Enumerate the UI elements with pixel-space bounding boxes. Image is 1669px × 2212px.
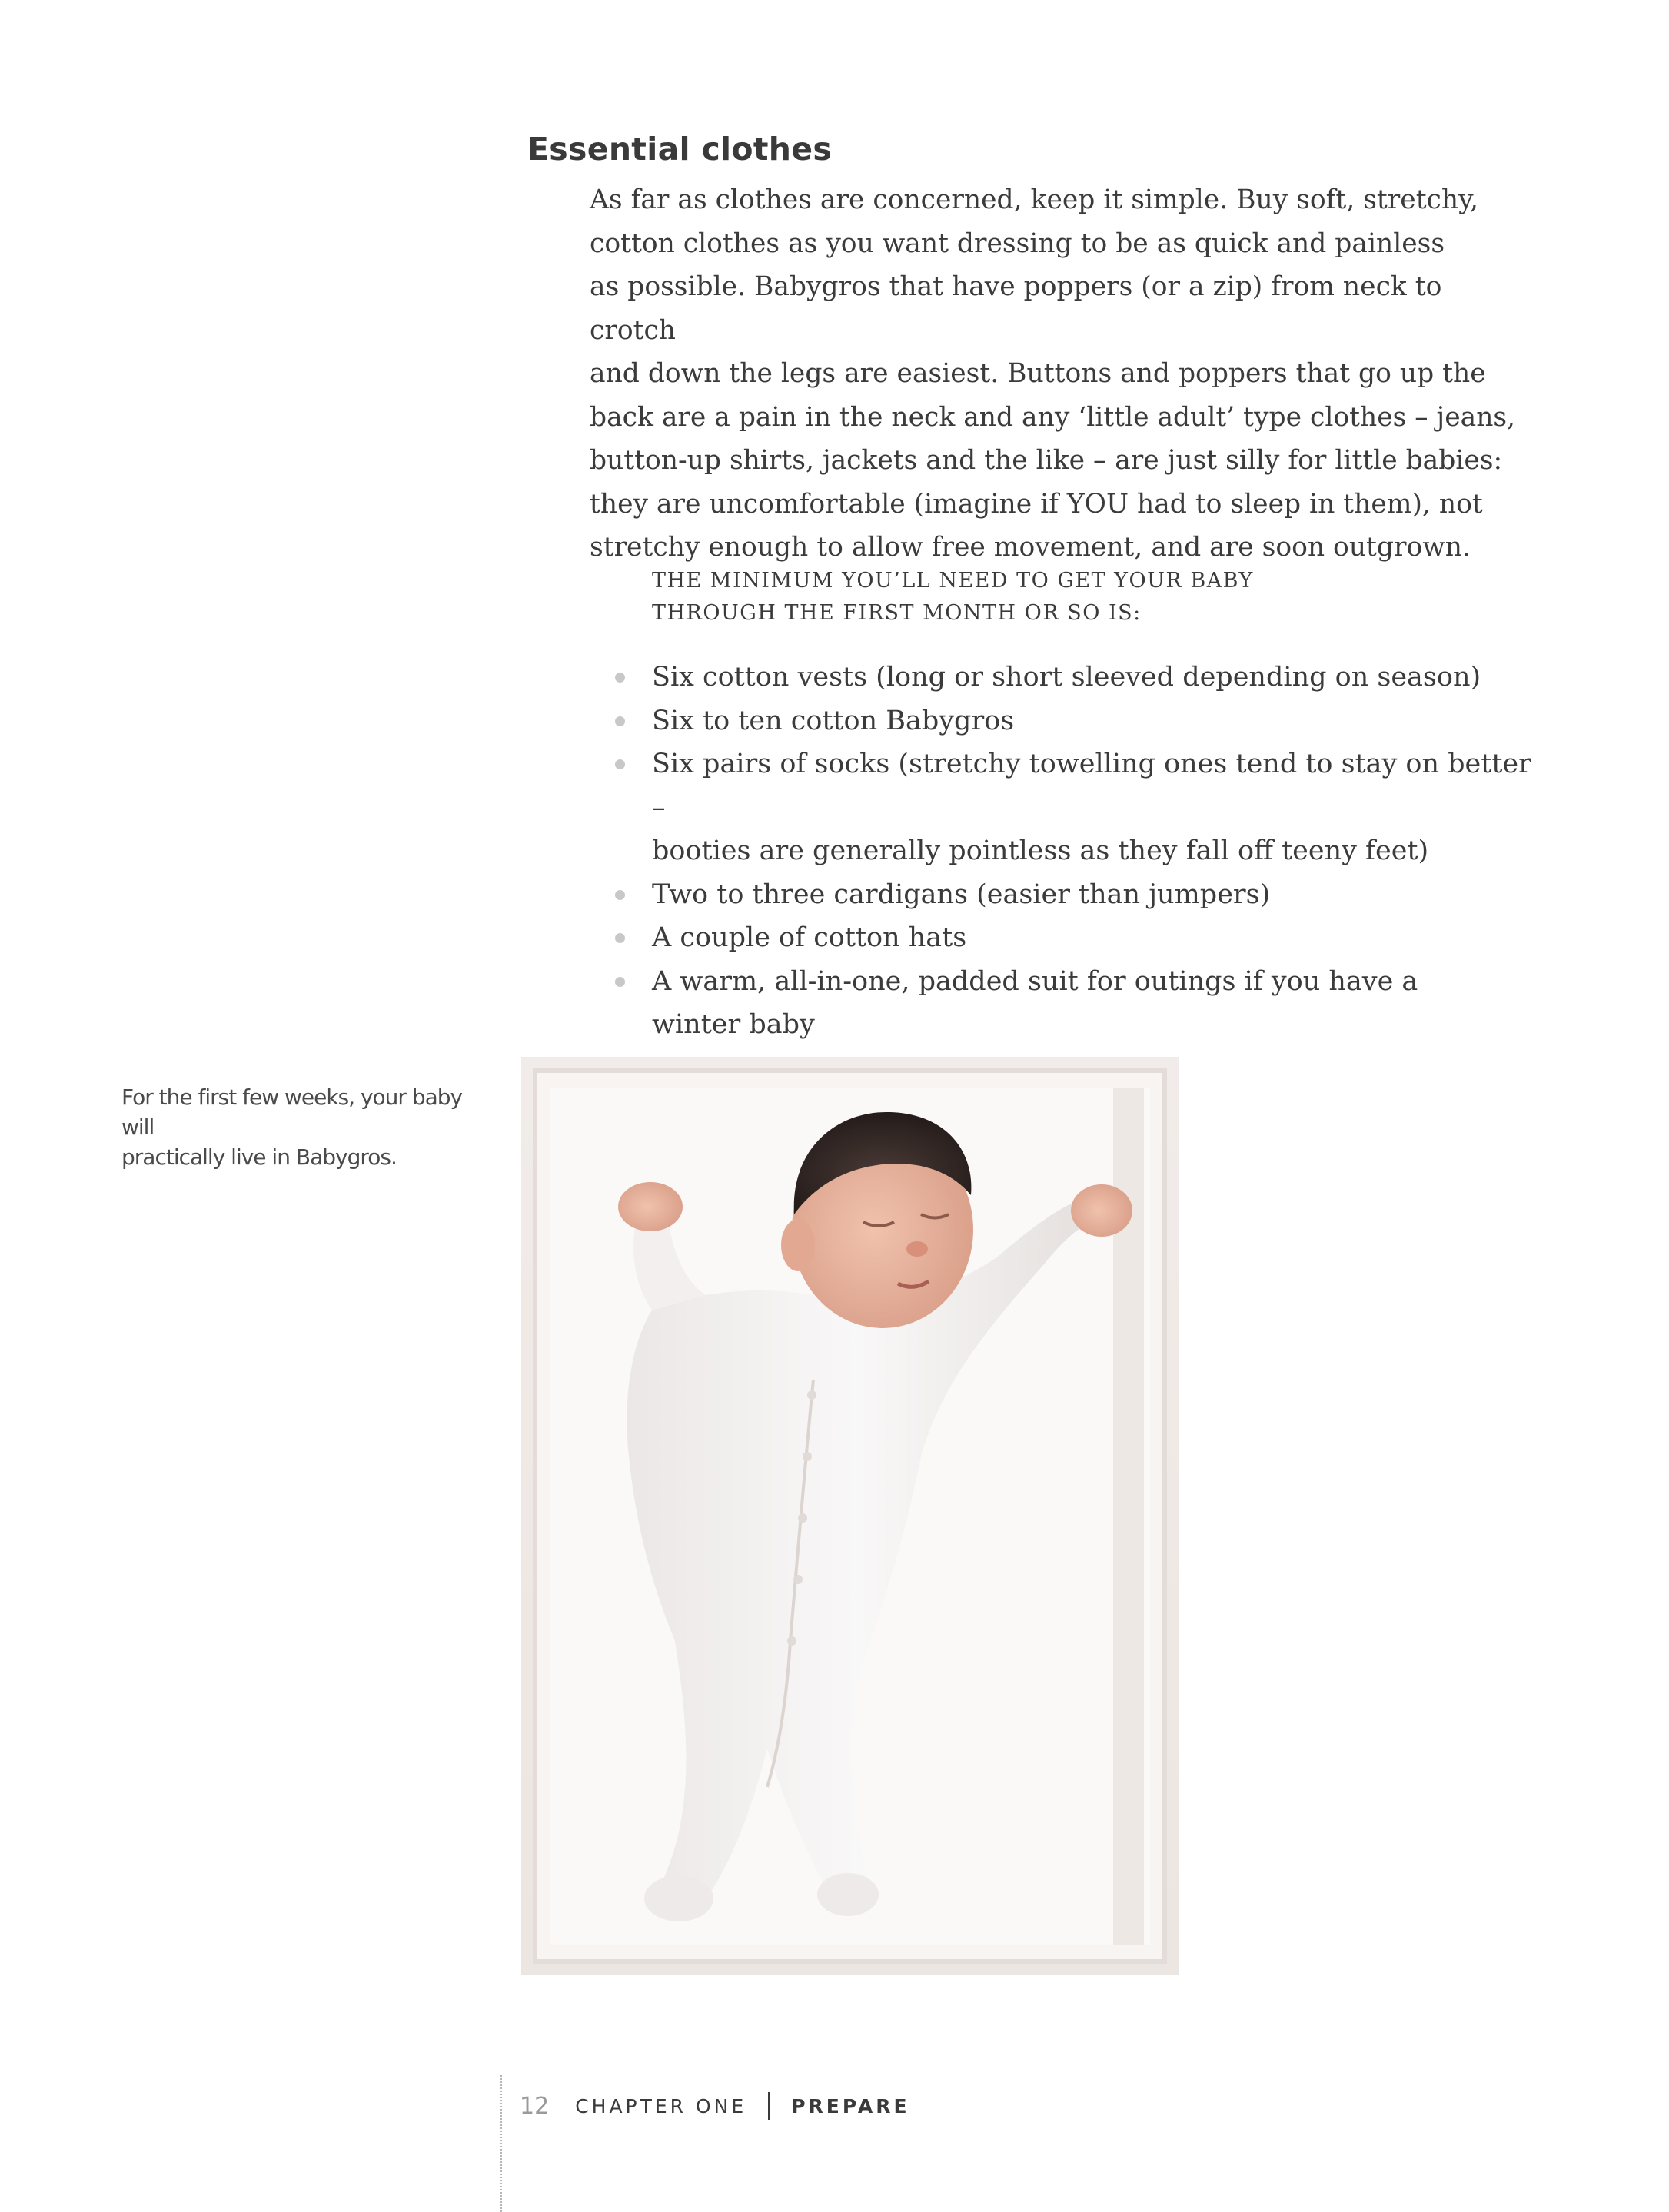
- page-footer: [520, 2089, 910, 2123]
- list-item: [615, 960, 1538, 1047]
- footer-divider: [768, 2092, 770, 2120]
- body-line: they are uncomfortable (imagine if YOU had to sleep in them), not: [590, 488, 1483, 520]
- list-intro-line: THE MINIMUM YOU’LL NEED TO GET YOUR BABY: [652, 569, 1254, 593]
- bullet-dot-icon: [615, 977, 625, 987]
- section-heading: Essential clothes: [527, 131, 833, 168]
- body-line: stretchy enough to allow free movement, and are soon outgrown.: [590, 532, 1471, 563]
- section-label: PREPARE: [791, 2094, 910, 2117]
- bullet-dot-icon: [615, 759, 625, 769]
- body-line: and down the legs are easiest. Buttons and poppers that go up the: [590, 358, 1486, 389]
- body-line: button-up shirts, jackets and the like – are just silly for little babies:: [590, 445, 1503, 476]
- bullet-dot-icon: [615, 933, 625, 943]
- list-item-text: A couple of cotton hats: [652, 922, 967, 953]
- list-item-text: booties are generally pointless as they fall off teeny feet): [652, 835, 1429, 866]
- list-item-text: A warm, all-in-one, padded suit for outings if you have a: [652, 965, 1418, 997]
- caption-line: For the first few weeks, your baby will: [121, 1084, 463, 1140]
- list-item: [615, 916, 1538, 960]
- photo-caption: [121, 1082, 498, 1172]
- chapter-label: CHAPTER ONE: [575, 2094, 747, 2117]
- list-item-text: Six pairs of socks (stretchy towelling ones tend to stay on better –: [652, 749, 1531, 823]
- list-item: [615, 656, 1538, 699]
- list-item: [615, 873, 1538, 917]
- bullet-dot-icon: [615, 716, 625, 726]
- page-number: 12: [520, 2092, 550, 2120]
- body-line: cotton clothes as you want dressing to be as quick and painless: [590, 228, 1445, 259]
- bullet-dot-icon: [615, 890, 625, 900]
- list-item-text: winter baby: [652, 1009, 815, 1040]
- body-line: as possible. Babygros that have poppers (or a zip) from neck to crotch: [590, 271, 1442, 346]
- list-intro-line: THROUGH THE FIRST MONTH OR SO IS:: [652, 601, 1142, 625]
- list-intro: [652, 565, 1254, 629]
- baby-photo: [521, 1057, 1179, 1975]
- list-item-text: Two to three cardigans (easier than jumpers): [652, 878, 1271, 910]
- body-paragraph: [590, 178, 1528, 570]
- list-item: [615, 699, 1538, 743]
- margin-dotted-rule: [500, 2075, 502, 2212]
- clothes-checklist: [615, 656, 1538, 1047]
- list-item: [615, 742, 1538, 873]
- body-line: back are a pain in the neck and any ‘little adult’ type clothes – jeans,: [590, 401, 1516, 433]
- caption-line: practically live in Babygros.: [121, 1144, 397, 1170]
- list-item-text: Six to ten cotton Babygros: [652, 705, 1015, 736]
- list-item-text: Six cotton vests (long or short sleeved depending on season): [652, 662, 1481, 692]
- body-line: As far as clothes are concerned, keep it simple. Buy soft, stretchy,: [590, 184, 1478, 215]
- bullet-dot-icon: [615, 673, 625, 683]
